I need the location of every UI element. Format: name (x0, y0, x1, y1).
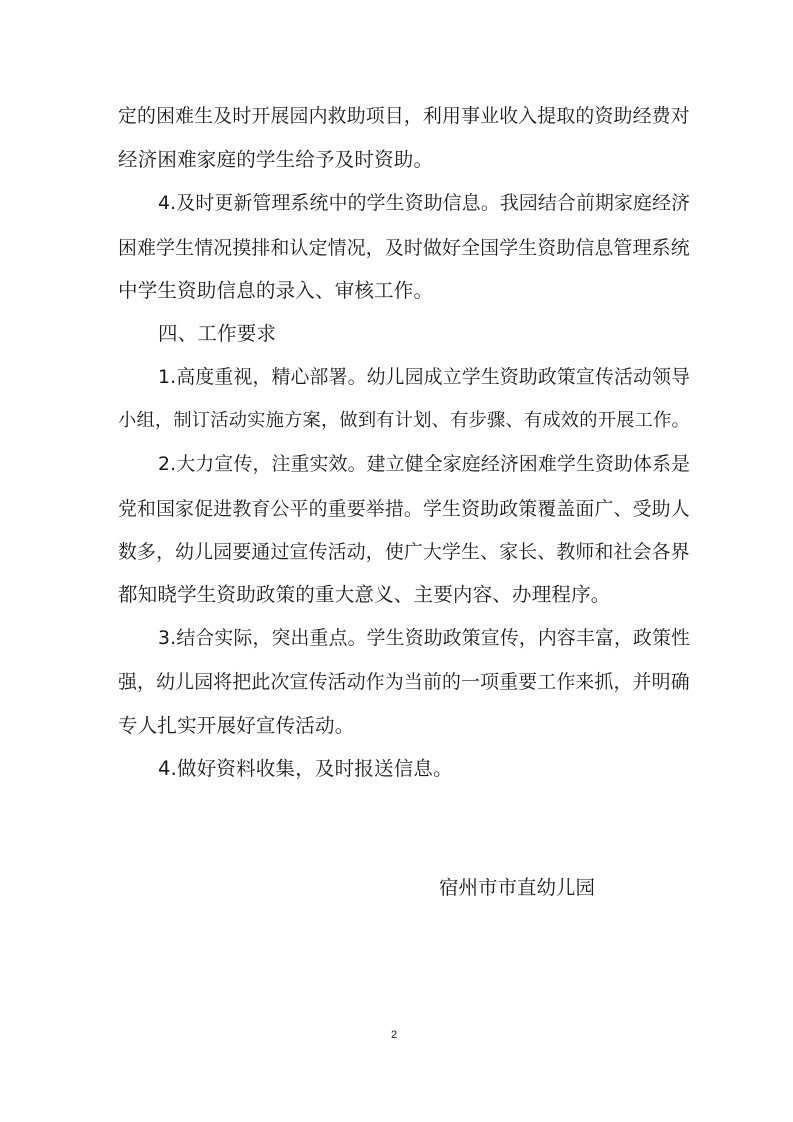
text-line: 3.结合实际，突出重点。学生资助政策宣传，内容丰富，政策性 (158, 628, 691, 649)
signature: 宿州市市直幼儿园 (439, 876, 596, 899)
text-line: 强，幼儿园将把此次宣传活动作为当前的一项重要工作来抓，并明确 (118, 671, 690, 693)
text-line: 困难学生情况摸排和认定情况，及时做好全国学生资助信息管理系统 (118, 237, 690, 259)
text-line: 党和国家促进教育公平的重要举措。学生资助政策覆盖面广、受助人 (118, 498, 690, 520)
text-line: 中学生资助信息的录入、审核工作。 (118, 279, 434, 302)
text-line: 都知晓学生资助政策的重大意义、主要内容、办理程序。 (118, 583, 611, 606)
text-line: 2.大力宣传，注重实效。建立健全家庭经济困难学生资助体系是 (158, 454, 691, 475)
text-line: 4.及时更新管理系统中的学生资助信息。我园结合前期家庭经济 (158, 193, 691, 214)
text-line: 专人扎实开展好宣传活动。 (118, 714, 355, 737)
text-line: 4.做好资料收集，及时报送信息。 (158, 757, 453, 780)
text-line: 1.高度重视，精心部署。幼儿园成立学生资助政策宣传活动领导 (158, 367, 691, 388)
text-line: 小组，制订活动实施方案，做到有计划、有步骤、有成效的开展工作。 (118, 410, 690, 431)
text-line: 数多，幼儿园要通过宣传活动，使广大学生、家长、教师和社会各界 (118, 541, 690, 563)
page-number: 2 (391, 1029, 398, 1041)
text-line: 定的困难生及时开展园内救助项目，利用事业收入提取的资助经费对 (118, 105, 690, 127)
section-heading: 四、工作要求 (158, 322, 277, 345)
text-line: 经济困难家庭的学生给予及时资助。 (118, 148, 434, 171)
